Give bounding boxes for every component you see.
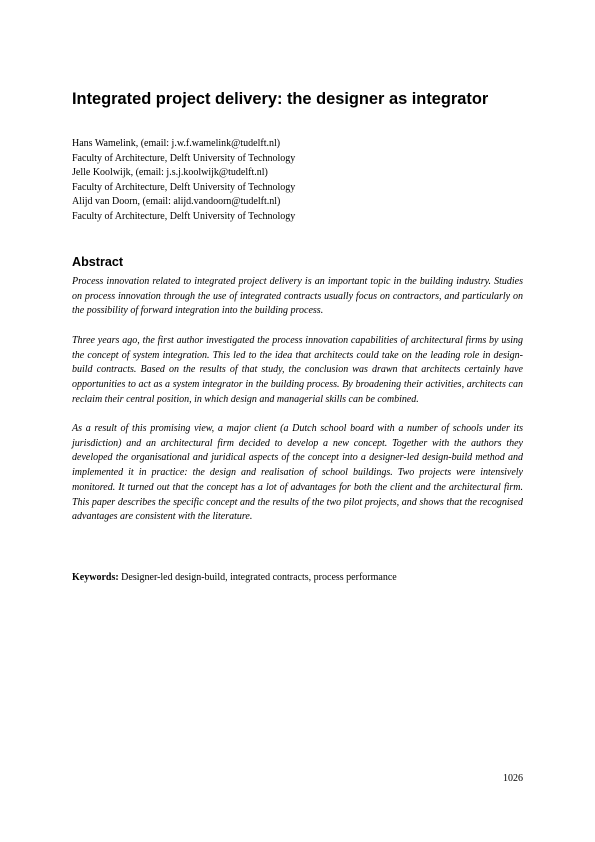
author-block <box>72 137 532 224</box>
author-line: Alijd van Doorn, (email: alijd.vandoorn@tudelft.nl) <box>72 196 281 207</box>
keywords-line <box>72 571 523 586</box>
abstract-heading: Abstract <box>72 255 124 269</box>
abstract-paragraph: As a result of this promising view, a major client (a Dutch school board with a number of schools under its jurisdiction) and an architectural firm decided to develop a new concept. Together with the authors they developed the organisational and juridical aspects of the concept into a designer-led design-build method and implemented it in practice: the design and realisation of school buildings. Two projects were intensively monitored. It turned out that the concept has a lot of advantages for both the client and the architectural firm. This paper describes the specific concept and the results of the two pilot projects, and shows that the recognised advantages are consistent with the literature. <box>72 423 523 523</box>
abstract-paragraph: Three years ago, the first author investigated the process innovation capabilities of architectural firms by using the concept of system integration. This led to the idea that architects could take on the leading role in design-build contracts. Based on the results of that study, the conclusion was drawn that architects certainly have opportunities to act as a system integrator in the building process. By broadening their activities, architects can reclaim their central position, in which design and managerial skills can be combined. <box>72 334 523 405</box>
affiliation-line: Faculty of Architecture, Delft University of Technology <box>72 210 296 222</box>
author-line: Jelle Koolwijk, (email: j.s.j.koolwijk@tudelft.nl) <box>72 167 268 178</box>
abstract-body <box>72 275 523 540</box>
abstract-paragraph: Process innovation related to integrated project delivery is an important topic in the building industry. Studies on process innovation through the use of integrated contracts usually focus on contractors, and particularly on the possibility of forward integration into the building process. <box>72 276 523 317</box>
keywords-label: Keywords: <box>72 572 119 583</box>
affiliation-line: Faculty of Architecture, Delft University of Technology <box>72 152 296 164</box>
affiliation-line: Faculty of Architecture, Delft University of Technology <box>72 181 296 193</box>
paper-title: Integrated project delivery: the designer as integrator <box>72 90 489 108</box>
keywords-text: Designer-led design-build, integrated contracts, process performance <box>118 572 397 583</box>
page-number: 1026 <box>503 773 523 784</box>
author-line: Hans Wamelink, (email: j.w.f.wamelink@tudelft.nl) <box>72 138 281 149</box>
